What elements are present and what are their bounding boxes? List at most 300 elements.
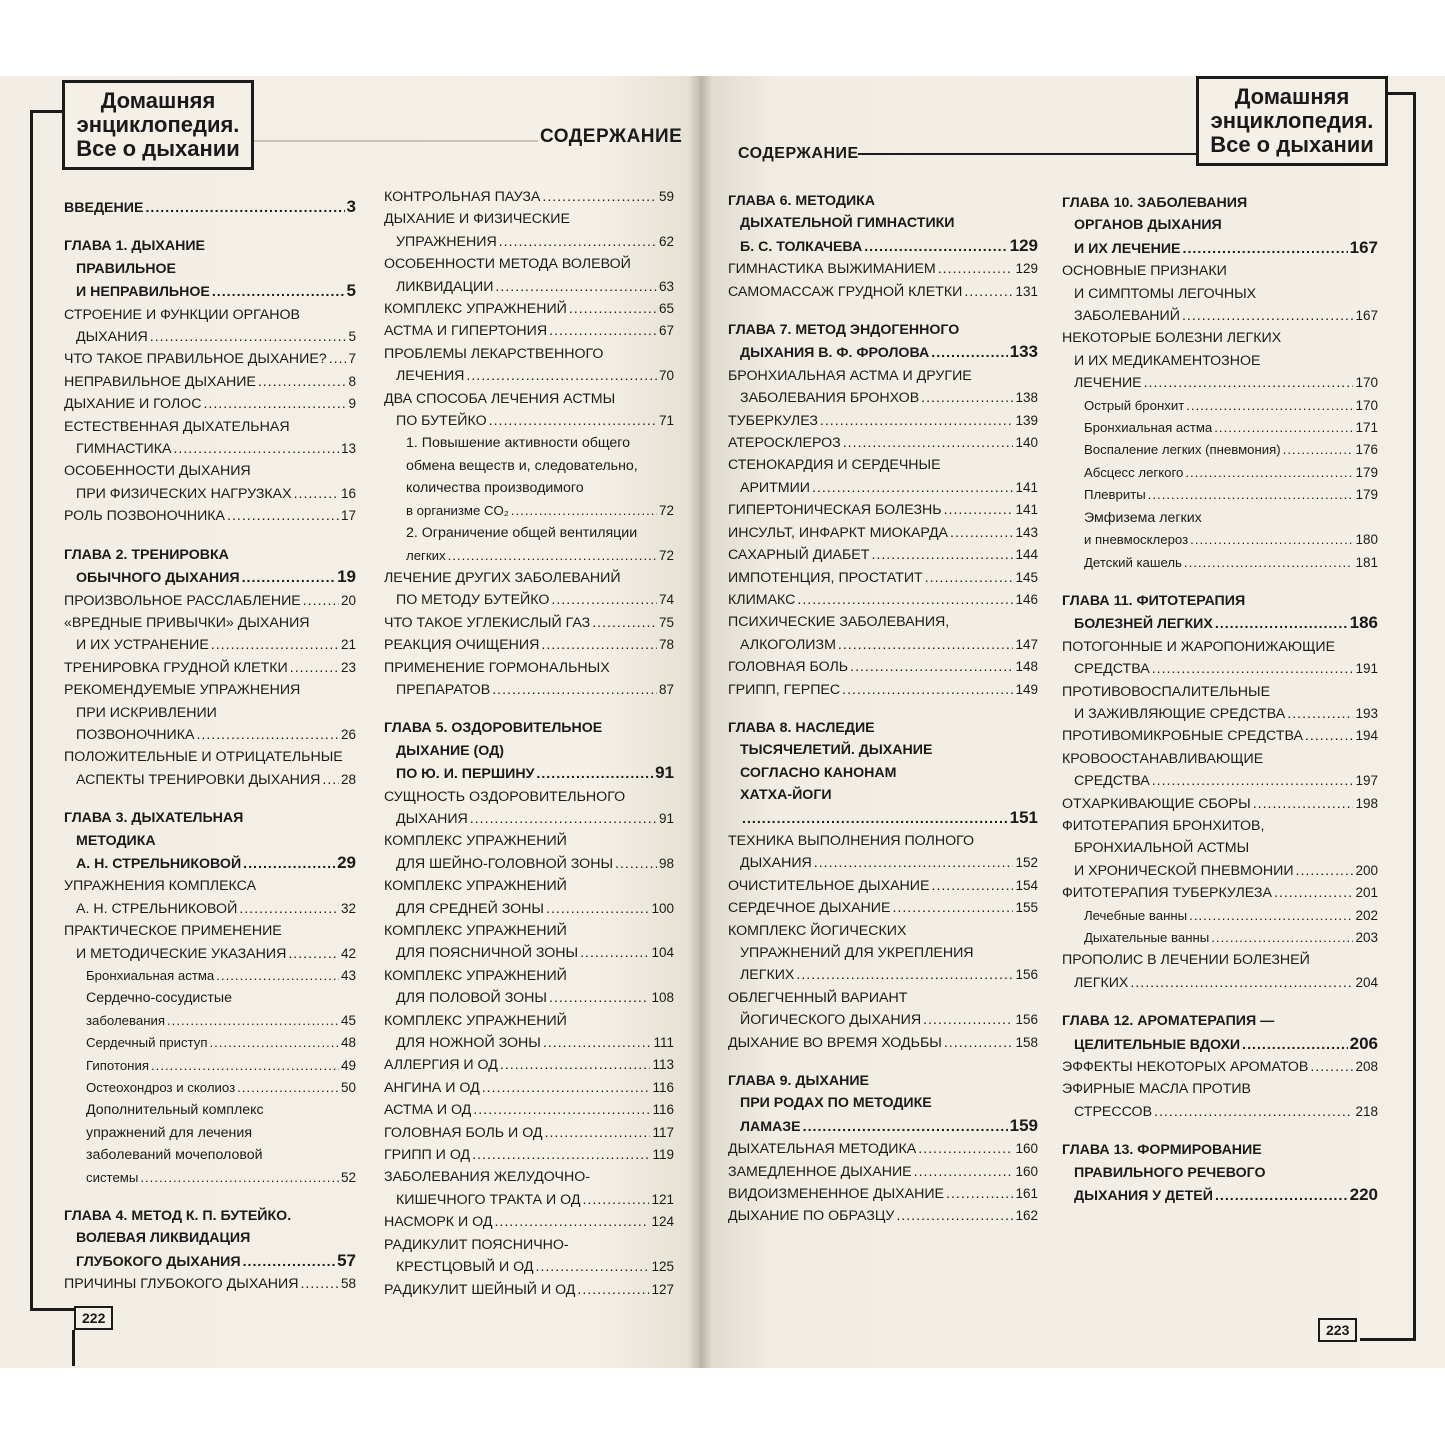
toc-page-number: 104 (651, 945, 674, 961)
toc-page-number: 152 (1015, 855, 1038, 871)
toc-entry-title: ИНСУЛЬТ, ИНФАРКТ МИОКАРДА (728, 524, 949, 541)
leader-dots (322, 769, 339, 791)
leader-dots (742, 808, 1008, 830)
toc-entry (728, 830, 1038, 875)
section-gap (384, 701, 674, 717)
toc-line: НЕКОТОРЫЕ БОЛЕЗНИ ЛЕГКИХ (1062, 330, 1282, 347)
right-frame-rule (858, 153, 1196, 155)
toc-page-number: 21 (340, 637, 356, 653)
leader-dots (1283, 439, 1354, 461)
toc-page-number: 161 (1015, 1186, 1038, 1202)
left-frame-bottom (30, 1308, 74, 1311)
toc-entry-line (384, 808, 674, 830)
toc-entry-title: А. Н. СТРЕЛЬНИКОВОЙ (76, 855, 242, 872)
toc-page-number: 156 (1015, 967, 1038, 983)
chapter-heading (64, 544, 356, 590)
toc-entry-line (384, 1211, 674, 1233)
toc-line: ГЛАВА 6. МЕТОДИКА (728, 193, 876, 209)
toc-entry (384, 1279, 674, 1301)
leader-dots (1189, 905, 1353, 927)
toc-entry-title: Детский кашель (1084, 554, 1182, 570)
chapter-heading (728, 717, 1038, 830)
toc-subentry (64, 1099, 356, 1189)
toc-entry-title: Плевриты (1084, 487, 1146, 503)
toc-entry-title: ОБЫЧНОГО ДЫХАНИЯ (76, 570, 240, 587)
toc-page-number: 198 (1355, 795, 1378, 811)
toc-entry-line (1062, 305, 1378, 327)
toc-line: ЕСТЕСТВЕННАЯ ДЫХАТЕЛЬНАЯ (64, 418, 290, 435)
toc-entry (384, 920, 674, 965)
leader-dots (918, 1138, 1013, 1160)
toc-page-number: 125 (651, 1259, 674, 1275)
toc-page-number: 218 (1355, 1103, 1378, 1119)
toc-entry-title: И ИХ УСТРАНЕНИЕ (76, 637, 209, 654)
toc-entry-title: ДЫХАНИЕ ВО ВРЕМЯ ХОДЬБЫ (728, 1034, 942, 1051)
toc-line: ПРАВИЛЬНОГО РЕЧЕВОГО (1074, 1164, 1266, 1181)
toc-entry-line (728, 1009, 1038, 1031)
toc-line: СОГЛАСНО КАНОНАМ (740, 764, 897, 781)
leader-dots (871, 544, 1013, 566)
toc-entry-title: ЧТО ТАКОЕ ПРАВИЛЬНОЕ ДЫХАНИЕ? (64, 351, 327, 368)
toc-entry-line (384, 1032, 674, 1054)
toc-page-number: 108 (651, 990, 674, 1006)
toc-entry (64, 371, 356, 393)
toc-entry-title: в организме CO₂ (406, 502, 509, 518)
toc-entry-title: ЛАМАЗЕ (740, 1118, 801, 1135)
toc-entry-line (728, 522, 1038, 544)
toc-entry-line (64, 393, 356, 415)
toc-subentry (64, 965, 356, 987)
toc-entry-line (384, 853, 674, 875)
toc-subentry (1062, 395, 1378, 417)
toc-page-number: 72 (658, 502, 674, 518)
toc-page-number: 186 (1349, 613, 1378, 633)
toc-entry-line (1062, 770, 1378, 792)
toc-entry-line (728, 410, 1038, 432)
toc-entry-line (64, 1167, 356, 1189)
toc-page-number: 160 (1015, 1163, 1038, 1179)
leader-dots (535, 1256, 649, 1278)
toc-page-number: 5 (348, 329, 356, 345)
toc-page-number: 146 (1015, 591, 1038, 607)
toc-entry (384, 830, 674, 875)
toc-page-number: 167 (1349, 237, 1378, 257)
leader-dots (1185, 462, 1353, 484)
toc-line: ПРОТИВОВОСПАЛИТЕЛЬНЫЕ (1062, 683, 1271, 700)
toc-page-number: 119 (652, 1147, 674, 1163)
leader-dots (931, 875, 1013, 897)
toc-entry (384, 965, 674, 1010)
leader-dots (212, 281, 345, 303)
toc-line: СТЕНОКАРДИЯ И СЕРДЕЧНЫЕ (728, 457, 941, 474)
toc-entry-title: ЛЕГКИХ (1074, 974, 1129, 991)
toc-line: ТЫСЯЧЕЛЕТИЙ. ДЫХАНИЕ (740, 742, 933, 759)
toc-line: ПРАВИЛЬНОЕ (76, 260, 176, 277)
section-gap (728, 303, 1038, 319)
toc-entry-line (64, 943, 356, 965)
leader-dots (511, 500, 657, 522)
toc-line: ПРОПОЛИС В ЛЕЧЕНИИ БОЛЕЗНЕЙ (1062, 952, 1310, 969)
toc-entry (64, 920, 356, 965)
toc-entry-title: ДЫХАНИЯ В. Ф. ФРОЛОВА (740, 345, 930, 362)
toc-page-number: 70 (658, 368, 674, 384)
toc-page-number: 129 (1009, 235, 1038, 255)
toc-page-number: 50 (340, 1080, 356, 1096)
toc-entry-line (728, 589, 1038, 611)
toc-entry-title: ДЫХАНИЕ И ГОЛОС (64, 396, 202, 413)
leader-dots (1130, 972, 1353, 994)
toc-line: КОМПЛЕКС УПРАЖНЕНИЙ (384, 833, 567, 850)
toc-entry-title: ФИТОТЕРАПИЯ ТУБЕРКУЛЕЗА (1062, 885, 1272, 902)
leader-dots (921, 387, 1013, 409)
toc-line: ПОТОГОННЫЕ И ЖАРОПОНИЖАЮЩИЕ (1062, 638, 1336, 655)
toc-page-number: 160 (1015, 1141, 1038, 1157)
section-gap (64, 219, 356, 235)
leader-dots (803, 1116, 1008, 1138)
toc-entry (384, 1211, 674, 1233)
toc-entry-title: ПО БУТЕЙКО (396, 413, 487, 430)
toc-line: КОМПЛЕКС УПРАЖНЕНИЙ (384, 1012, 567, 1029)
leader-dots (211, 634, 339, 656)
toc-entry-title: И МЕТОДИЧЕСКИЕ УКАЗАНИЯ (76, 945, 287, 962)
toc-page-number: 147 (1015, 636, 1038, 652)
leader-dots (489, 410, 657, 432)
toc-entry-title: Лечебные ванны (1084, 907, 1188, 923)
leader-dots (242, 567, 336, 589)
toc-entry-title: ЛЕЧЕНИЕ (1074, 375, 1142, 392)
toc-entry-title: ЛИКВИДАЦИИ (396, 278, 494, 295)
toc-entry-line (728, 432, 1038, 454)
toc-entry (728, 589, 1038, 611)
toc-entry-line (64, 724, 356, 746)
toc-entry (384, 320, 674, 342)
toc-entry (728, 875, 1038, 897)
toc-entry (384, 208, 674, 253)
toc-entry-line (64, 438, 356, 460)
toc-line: КОМПЛЕКС ЙОГИЧЕСКИХ (728, 922, 907, 939)
toc-page-number: 74 (658, 592, 674, 608)
section-heading-left: СОДЕРЖАНИЕ (540, 126, 683, 147)
toc-page-number: 117 (652, 1124, 674, 1140)
toc-entry-line (64, 1055, 356, 1077)
toc-entry (728, 410, 1038, 432)
toc-page-number: 159 (1009, 1115, 1038, 1135)
toc-entry-line (1062, 439, 1378, 461)
book-title-line-1: Домашняя (100, 88, 216, 113)
leader-dots (1296, 860, 1354, 882)
toc-entry (64, 460, 356, 505)
toc-line: ФИТОТЕРАПИЯ БРОНХИТОВ, (1062, 817, 1265, 834)
toc-line: ХАТХА-ЙОГИ (740, 787, 832, 804)
leader-dots (1287, 703, 1353, 725)
toc-entry-title: КИШЕЧНОГО ТРАКТА И ОД (396, 1191, 581, 1208)
toc-line: ВОЛЕВАЯ ЛИКВИДАЦИЯ (76, 1230, 251, 1247)
toc-line: СУЩНОСТЬ ОЗДОРОВИТЕЛЬНОГО (384, 788, 626, 805)
toc-entry-line (384, 1122, 674, 1144)
toc-page-number: 127 (651, 1281, 674, 1297)
toc-entry-title: легких (406, 547, 446, 563)
toc-entry-line (384, 298, 674, 320)
toc-entry (64, 348, 356, 370)
toc-subentry (1062, 417, 1378, 439)
toc-entry (728, 611, 1038, 656)
leader-dots (239, 898, 339, 920)
toc-page-number: 23 (340, 659, 356, 675)
toc-subentry (1062, 507, 1378, 552)
toc-entry-line (728, 634, 1038, 656)
toc-entry-title: ДЫХАНИЯ (740, 855, 812, 872)
toc-entry-title: ИМПОТЕНЦИЯ, ПРОСТАТИТ (728, 569, 923, 586)
toc-entry-line (384, 1256, 674, 1278)
toc-entry (384, 186, 674, 208)
toc-line: ЭФИРНЫЕ МАСЛА ПРОТИВ (1062, 1081, 1252, 1098)
toc-page-number: 28 (340, 771, 356, 787)
leader-dots (536, 763, 653, 785)
leader-dots (495, 276, 657, 298)
leader-dots (592, 612, 657, 634)
toc-subentry (64, 987, 356, 1032)
toc-page-number: 140 (1015, 435, 1038, 451)
toc-line: ЗАБОЛЕВАНИЯ ЖЕЛУДОЧНО- (384, 1169, 590, 1186)
toc-page-number: 124 (651, 1214, 674, 1230)
leader-dots (482, 1077, 651, 1099)
toc-entry-line (1062, 372, 1378, 394)
toc-page-number: 32 (340, 900, 356, 916)
toc-page-number: 67 (658, 323, 674, 339)
toc-entry-line (728, 499, 1038, 521)
toc-entry (64, 679, 356, 746)
toc-entry-line (64, 898, 356, 920)
toc-entry (64, 590, 356, 612)
leader-dots (838, 634, 1014, 656)
toc-entry (1062, 1078, 1378, 1123)
toc-entry-line (384, 589, 674, 611)
leader-dots (914, 1161, 1014, 1183)
toc-page-number: 141 (1015, 502, 1038, 518)
leader-dots (140, 1167, 339, 1189)
toc-entry-line (728, 1032, 1038, 1054)
toc-entry (728, 1205, 1038, 1227)
toc-line: ОБЛЕГЧЕННЫЙ ВАРИАНТ (728, 989, 908, 1006)
toc-entry (64, 657, 356, 679)
toc-entry-line (728, 544, 1038, 566)
right-frame-bottom (1360, 1338, 1416, 1341)
toc-entry (1062, 949, 1378, 994)
toc-entry-line (64, 371, 356, 393)
toc-page-number: 129 (1015, 261, 1038, 277)
toc-entry (728, 920, 1038, 987)
toc-line: РАДИКУЛИТ ПОЯСНИЧНО- (384, 1236, 569, 1253)
toc-line: ЛЕЧЕНИЕ ДРУГИХ ЗАБОЛЕВАНИЙ (384, 569, 621, 586)
toc-entry-line (1062, 529, 1378, 551)
leader-dots (1152, 770, 1354, 792)
toc-entry-line (64, 566, 356, 589)
toc-page-number: 208 (1355, 1059, 1378, 1075)
toc-column-3 (728, 190, 1038, 1228)
leader-dots (1183, 238, 1348, 260)
leader-dots (448, 545, 657, 567)
toc-entry (728, 987, 1038, 1032)
toc-entry-title: ДЫХАНИЯ У ДЕТЕЙ (1074, 1188, 1213, 1205)
toc-page-number: 179 (1355, 464, 1378, 480)
toc-line: РЕКОМЕНДУЕМЫЕ УПРАЖНЕНИЯ (64, 682, 301, 699)
toc-subentry (1062, 905, 1378, 927)
toc-entry-title: И НЕПРАВИЛЬНОЕ (76, 284, 210, 301)
book-gutter (688, 76, 712, 1368)
toc-entry-title: ГИМНАСТИКА (76, 441, 172, 458)
toc-entry-title: ДЫХАНИЯ (76, 329, 148, 346)
leader-dots (1182, 305, 1354, 327)
toc-entry-title: КРЕСТЦОВЫЙ И ОД (396, 1259, 534, 1276)
toc-subentry (1062, 552, 1378, 574)
toc-entry-line (384, 634, 674, 656)
toc-entry (728, 1138, 1038, 1160)
leader-dots (173, 438, 339, 460)
page-number-left: 222 (74, 1306, 113, 1330)
toc-page-number: 49 (340, 1057, 356, 1073)
section-gap (64, 1189, 356, 1205)
toc-entry (384, 875, 674, 920)
leader-dots (820, 410, 1014, 432)
left-frame-left (30, 110, 33, 1310)
chapter-heading (1062, 590, 1378, 636)
page-number-right: 223 (1318, 1318, 1357, 1342)
toc-line: ПРИ РОДАХ ПО МЕТОДИКЕ (740, 1095, 932, 1112)
toc-page-number: 87 (658, 681, 674, 697)
left-frame-rule (248, 140, 538, 142)
toc-entry-title: РАДИКУЛИТ ШЕЙНЫЙ И ОД (384, 1281, 576, 1298)
toc-entry (384, 567, 674, 612)
toc-entry (728, 656, 1038, 678)
toc-page-number: 155 (1015, 900, 1038, 916)
toc-entry-title: ЧТО ТАКОЕ УГЛЕКИСЛЫЙ ГАЗ (384, 614, 591, 631)
toc-page-number: 158 (1015, 1034, 1038, 1050)
toc-entry-title: ЗАБОЛЕВАНИЯ БРОНХОВ (740, 390, 920, 407)
toc-entry-line (1062, 882, 1378, 904)
toc-entry-line (64, 280, 356, 303)
toc-line: СТРОЕНИЕ И ФУНКЦИИ ОРГАНОВ (64, 306, 301, 323)
toc-entry-title: ВИДОИЗМЕНЕННОЕ ДЫХАНИЕ (728, 1186, 944, 1203)
toc-page-number: 138 (1015, 390, 1038, 406)
toc-entry (384, 1010, 674, 1055)
toc-page-number: 201 (1355, 885, 1378, 901)
leader-dots (843, 432, 1014, 454)
toc-entry-title: заболевания (86, 1012, 165, 1028)
toc-entry-title: ГИПЕРТОНИЧЕСКАЯ БОЛЕЗНЬ (728, 502, 942, 519)
toc-line: ОСОБЕННОСТИ МЕТОДА ВОЛЕВОЙ (384, 256, 631, 273)
toc-entry (384, 1099, 674, 1121)
book-title-line-2: энциклопедия. (1210, 108, 1374, 133)
leader-dots (896, 1205, 1013, 1227)
leader-dots (1211, 927, 1353, 949)
toc-entry-line (728, 258, 1038, 280)
toc-line: ПРОБЛЕМЫ ЛЕКАРСТВЕННОГО (384, 345, 604, 362)
leader-dots (950, 522, 1013, 544)
toc-page-number: 57 (337, 1250, 356, 1270)
toc-entry (728, 1183, 1038, 1205)
leader-dots (925, 567, 1014, 589)
leader-dots (964, 281, 1013, 303)
leader-dots (303, 590, 339, 612)
toc-entry-line (728, 387, 1038, 409)
toc-line: ПОЛОЖИТЕЛЬНЫЕ И ОТРИЦАТЕЛЬНЫЕ (64, 749, 343, 766)
leader-dots (196, 724, 339, 746)
toc-entry-title: ЭФФЕКТЫ НЕКОТОРЫХ АРОМАТОВ (1062, 1059, 1309, 1076)
toc-entry-line (1062, 484, 1378, 506)
toc-entry-title: и пневмосклероз (1084, 532, 1189, 548)
toc-line: заболеваний мочеполовой (86, 1147, 263, 1164)
toc-entry-line (1062, 703, 1378, 725)
toc-entry (64, 746, 356, 791)
leader-dots (237, 1077, 339, 1099)
toc-entry (384, 634, 674, 656)
toc-entry-title: Дыхательные ванны (1084, 930, 1210, 945)
toc-entry-line (384, 1279, 674, 1301)
toc-entry-line (384, 1189, 674, 1211)
leader-dots (542, 186, 657, 208)
toc-page-number: 91 (658, 810, 674, 826)
toc-page-number: 16 (340, 485, 356, 501)
toc-line: ПРИМЕНЕНИЕ ГОРМОНАЛЬНЫХ (384, 659, 610, 676)
toc-page-number: 176 (1355, 442, 1378, 458)
toc-entry-title: ПРОИЗВОЛЬНОЕ РАССЛАБЛЕНИЕ (64, 592, 301, 609)
toc-entry-line (1062, 237, 1378, 260)
toc-entry-title: И ЗАЖИВЛЯЮЩИЕ СРЕДСТВА (1074, 705, 1286, 722)
toc-entry-title: ЛЕЧЕНИЯ (396, 368, 465, 385)
toc-entry-title: ПОЗВОНОЧНИКА (76, 726, 195, 743)
toc-column-1 (64, 196, 356, 1296)
toc-entry-title: ЗАБОЛЕВАНИЙ (1074, 308, 1180, 325)
toc-entry-title: НАСМОРК И ОД (384, 1214, 493, 1231)
toc-entry-line (384, 186, 674, 208)
toc-entry (384, 657, 674, 702)
leader-dots (1186, 395, 1353, 417)
toc-entry (384, 343, 674, 388)
toc-entry-title: САХАРНЫЙ ДИАБЕТ (728, 547, 870, 564)
toc-page-number: 197 (1355, 773, 1378, 789)
toc-entry-line (728, 1115, 1038, 1138)
toc-entry-line (728, 281, 1038, 303)
toc-entry-title: СРЕДСТВА (1074, 661, 1150, 678)
toc-entry-line (728, 567, 1038, 589)
toc-line: КОМПЛЕКС УПРАЖНЕНИЙ (384, 878, 567, 895)
section-gap (1062, 994, 1378, 1010)
toc-entry-line (1062, 612, 1378, 635)
toc-entry-title: ТУБЕРКУЛЕЗ (728, 412, 818, 429)
leader-dots (145, 197, 344, 219)
toc-entry-title: И ИХ ЛЕЧЕНИЕ (1074, 240, 1181, 257)
toc-page-number: 48 (340, 1035, 356, 1051)
section-gap (1062, 1123, 1378, 1139)
toc-entry-line (64, 634, 356, 656)
toc-entry-line (64, 483, 356, 505)
toc-entry-title: ПРОТИВОМИКРОБНЫЕ СРЕДСТВА (1062, 728, 1303, 745)
toc-entry (728, 432, 1038, 454)
toc-page-number: 8 (348, 373, 356, 389)
toc-entry-line (384, 231, 674, 253)
toc-entry-title: АСТМА И ГИПЕРТОНИЯ (384, 323, 548, 340)
toc-entry (384, 1144, 674, 1166)
leader-dots (864, 236, 1007, 258)
toc-entry-title: РОЛЬ ПОЗВОНОЧНИКА (64, 508, 226, 525)
toc-line: И ИХ МЕДИКАМЕНТОЗНОЕ (1074, 352, 1261, 369)
book-title-box-right (1196, 76, 1388, 166)
toc-entry (728, 258, 1038, 280)
toc-entry (64, 612, 356, 657)
toc-subentry (1062, 462, 1378, 484)
toc-page-number: 65 (658, 301, 674, 317)
toc-entry-title: НЕПРАВИЛЬНОЕ ДЫХАНИЕ (64, 373, 256, 390)
